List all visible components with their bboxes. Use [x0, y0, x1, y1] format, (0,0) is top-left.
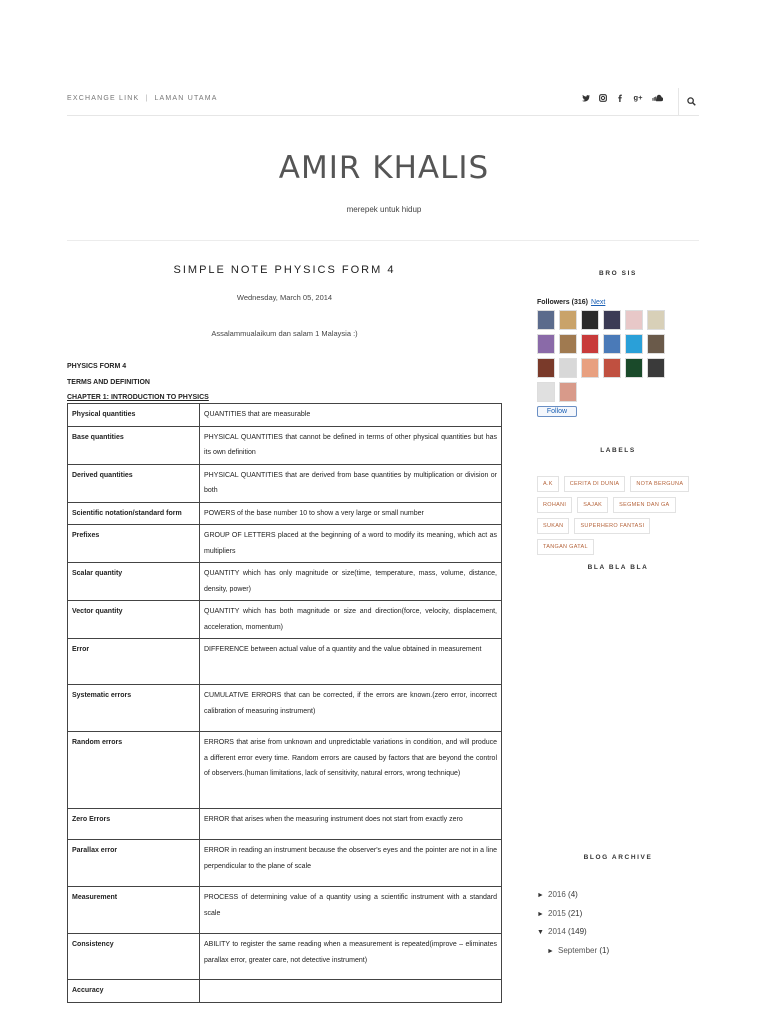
table-row: [68, 934, 502, 980]
archive-count: (21): [568, 908, 583, 918]
expand-arrow-icon[interactable]: ►: [547, 947, 554, 955]
follower-avatar[interactable]: [647, 334, 665, 354]
archive-item[interactable]: [537, 886, 609, 905]
follower-avatar[interactable]: [625, 334, 643, 354]
search-icon[interactable]: [687, 93, 697, 103]
post-date: Wednesday, March 05, 2014: [236, 293, 333, 302]
label-tag[interactable]: SUPERHERO FANTASI: [574, 518, 650, 534]
post-chapter: CHAPTER 1: INTRODUCTION TO PHYSICS: [67, 394, 209, 401]
follow-button[interactable]: Follow: [537, 406, 577, 417]
archive-count: (4): [568, 890, 578, 899]
labels-list: [537, 476, 702, 555]
label-tag[interactable]: NOTA BERGUNA: [630, 476, 689, 492]
label-tag[interactable]: A.K: [537, 476, 559, 492]
follower-avatar[interactable]: [559, 334, 577, 354]
post-subject: PHYSICS FORM 4: [67, 363, 127, 370]
table-row: [68, 887, 502, 934]
followers-next-link[interactable]: Next: [590, 299, 606, 306]
definition-cell: DIFFERENCE between actual value of a quantity and the value obtained in measurement: [200, 639, 502, 685]
term-cell: Derived quantities: [68, 464, 200, 502]
definition-cell: ERROR that arises when the measuring instrument does not start from exactly zero: [200, 809, 502, 840]
post-greeting: Assalammualaikum dan salam 1 Malaysia :): [211, 329, 358, 338]
label-tag[interactable]: SAJAK: [577, 497, 608, 513]
label-tag[interactable]: CERITA DI DUNIA: [564, 476, 626, 492]
nav-link-exchange[interactable]: EXCHANGE LINK: [67, 95, 140, 102]
post-title[interactable]: SIMPLE NOTE PHYSICS FORM 4: [173, 264, 396, 276]
definition-cell: ERRORS that arise from unknown and unpredictable variations in condition, and will produce a different error every time. Random errors are caused by factors that are beyond the control of observers.(human limitations, lack of sensitivity, natural errors, wrong technique): [200, 732, 502, 809]
archive-item[interactable]: [537, 942, 609, 961]
follower-avatar[interactable]: [581, 334, 599, 354]
label-tag[interactable]: SEGMEN DAN GA: [613, 497, 675, 513]
table-row: [68, 601, 502, 639]
table-row: [68, 464, 502, 502]
archive-count: (1): [599, 945, 610, 955]
follower-avatar[interactable]: [647, 310, 665, 330]
archive-count: (149): [568, 927, 587, 936]
expand-arrow-icon[interactable]: ►: [537, 892, 544, 899]
post-subtitle: TERMS AND DEFINITION: [67, 378, 150, 386]
definition-cell: PHYSICAL QUANTITIES that cannot be defined in terms of other physical quantities but has its own definition: [200, 426, 502, 464]
follower-avatar[interactable]: [581, 310, 599, 330]
term-cell: Zero Errors: [68, 809, 200, 840]
table-row: [68, 404, 502, 427]
table-row: [68, 426, 502, 464]
instagram-icon[interactable]: [599, 94, 607, 104]
definition-cell: QUANTITY which has only magnitude or size(time, temperature, mass, volume, distance, density, power): [200, 563, 502, 601]
definition-cell: QUANTITY which has both magnitude or size and direction(force, velocity, displacement, acceleration, momentum): [200, 601, 502, 639]
nav-links: [67, 95, 218, 102]
follower-avatar[interactable]: [559, 358, 577, 378]
followers-title: [537, 299, 605, 306]
definition-cell: [200, 980, 502, 1003]
follower-avatar[interactable]: [537, 334, 555, 354]
nav-link-home[interactable]: LAMAN UTAMA: [154, 95, 218, 102]
term-cell: Accuracy: [68, 980, 200, 1003]
term-cell: Measurement: [68, 887, 200, 934]
google-plus-icon[interactable]: g+: [633, 93, 643, 102]
table-row: [68, 980, 502, 1003]
social-icons: [582, 94, 663, 104]
follower-avatar[interactable]: [537, 382, 555, 402]
follower-avatar[interactable]: [537, 358, 555, 378]
term-cell: Systematic errors: [68, 685, 200, 732]
archive-month[interactable]: September: [558, 945, 598, 955]
term-cell: Base quantities: [68, 426, 200, 464]
follower-avatar[interactable]: [559, 310, 577, 330]
header-divider: [67, 240, 699, 241]
soundcloud-icon[interactable]: [652, 94, 663, 104]
definition-cell: PHYSICAL QUANTITIES that are derived from base quantities by multiplication or division or both: [200, 464, 502, 502]
term-cell: Vector quantity: [68, 601, 200, 639]
follower-avatar[interactable]: [603, 310, 621, 330]
follower-avatar[interactable]: [537, 310, 555, 330]
post-intro: [67, 359, 209, 406]
table-row: [68, 502, 502, 525]
archive-year[interactable]: 2015: [548, 908, 566, 918]
nav-divider: [678, 88, 679, 116]
follower-avatar[interactable]: [647, 358, 665, 378]
term-cell: Physical quantities: [68, 404, 200, 427]
labels-heading: LABELS: [600, 447, 636, 454]
followers-count: Followers (316): [537, 299, 588, 306]
follower-avatar[interactable]: [625, 310, 643, 330]
follower-avatar[interactable]: [603, 334, 621, 354]
archive-item[interactable]: [537, 923, 609, 942]
definition-cell: PROCESS of determining value of a quantity using a scientific instrument with a standard scale: [200, 887, 502, 934]
definition-cell: CUMULATIVE ERRORS that can be corrected, if the errors are known.(zero error, incorrect calibration of measuring instrument): [200, 685, 502, 732]
collapse-arrow-icon[interactable]: ▼: [537, 929, 544, 936]
table-row: [68, 563, 502, 601]
follower-avatar[interactable]: [581, 358, 599, 378]
facebook-icon[interactable]: [616, 94, 624, 104]
definition-cell: POWERS of the base number 10 to show a very large or small number: [200, 502, 502, 525]
table-row: [68, 809, 502, 840]
follower-avatars: [537, 310, 667, 402]
label-tag[interactable]: TANGAN GATAL: [537, 539, 594, 555]
site-description: merepek untuk hidup: [346, 205, 422, 214]
term-cell: Scientific notation/standard form: [68, 502, 200, 525]
blog-archive-list: [537, 886, 609, 960]
definition-cell: ABILITY to register the same reading when a measurement is repeated(improve – eliminates parallax error, greater care, not detective instrument): [200, 934, 502, 980]
twitter-icon[interactable]: [582, 94, 590, 104]
term-cell: Scalar quantity: [68, 563, 200, 601]
label-tag[interactable]: SUKAN: [537, 518, 569, 534]
table-row: [68, 685, 502, 732]
follower-avatar[interactable]: [625, 358, 643, 378]
expand-arrow-icon[interactable]: ►: [537, 910, 544, 918]
follower-avatar[interactable]: [603, 358, 621, 378]
nav-separator: |: [145, 95, 149, 102]
term-cell: Parallax error: [68, 840, 200, 887]
definition-cell: ERROR in reading an instrument because the observer's eyes and the pointer are not in a line perpendicular to the plane of scale: [200, 840, 502, 887]
archive-year[interactable]: 2014: [548, 927, 566, 936]
blog-archive-heading: BLOG ARCHIVE: [583, 854, 653, 861]
follower-avatar[interactable]: [559, 382, 577, 402]
terms-table: [67, 403, 502, 1003]
archive-item[interactable]: [537, 905, 609, 924]
label-tag[interactable]: ROHANI: [537, 497, 572, 513]
site-title[interactable]: AMIR KHALIS: [278, 150, 490, 186]
term-cell: Random errors: [68, 732, 200, 809]
bla-bla-heading: BLA BLA BLA: [587, 564, 649, 571]
table-row: [68, 525, 502, 563]
term-cell: Error: [68, 639, 200, 685]
table-row: [68, 732, 502, 809]
table-row: [68, 840, 502, 887]
top-nav: [67, 88, 699, 116]
term-cell: Consistency: [68, 934, 200, 980]
term-cell: Prefixes: [68, 525, 200, 563]
bro-sis-heading: BRO SIS: [599, 270, 637, 277]
definition-cell: QUANTITIES that are measurable: [200, 404, 502, 427]
archive-year[interactable]: 2016: [548, 890, 566, 899]
definition-cell: GROUP OF LETTERS placed at the beginning of a word to modify its meaning, which act as multipliers: [200, 525, 502, 563]
table-row: [68, 639, 502, 685]
